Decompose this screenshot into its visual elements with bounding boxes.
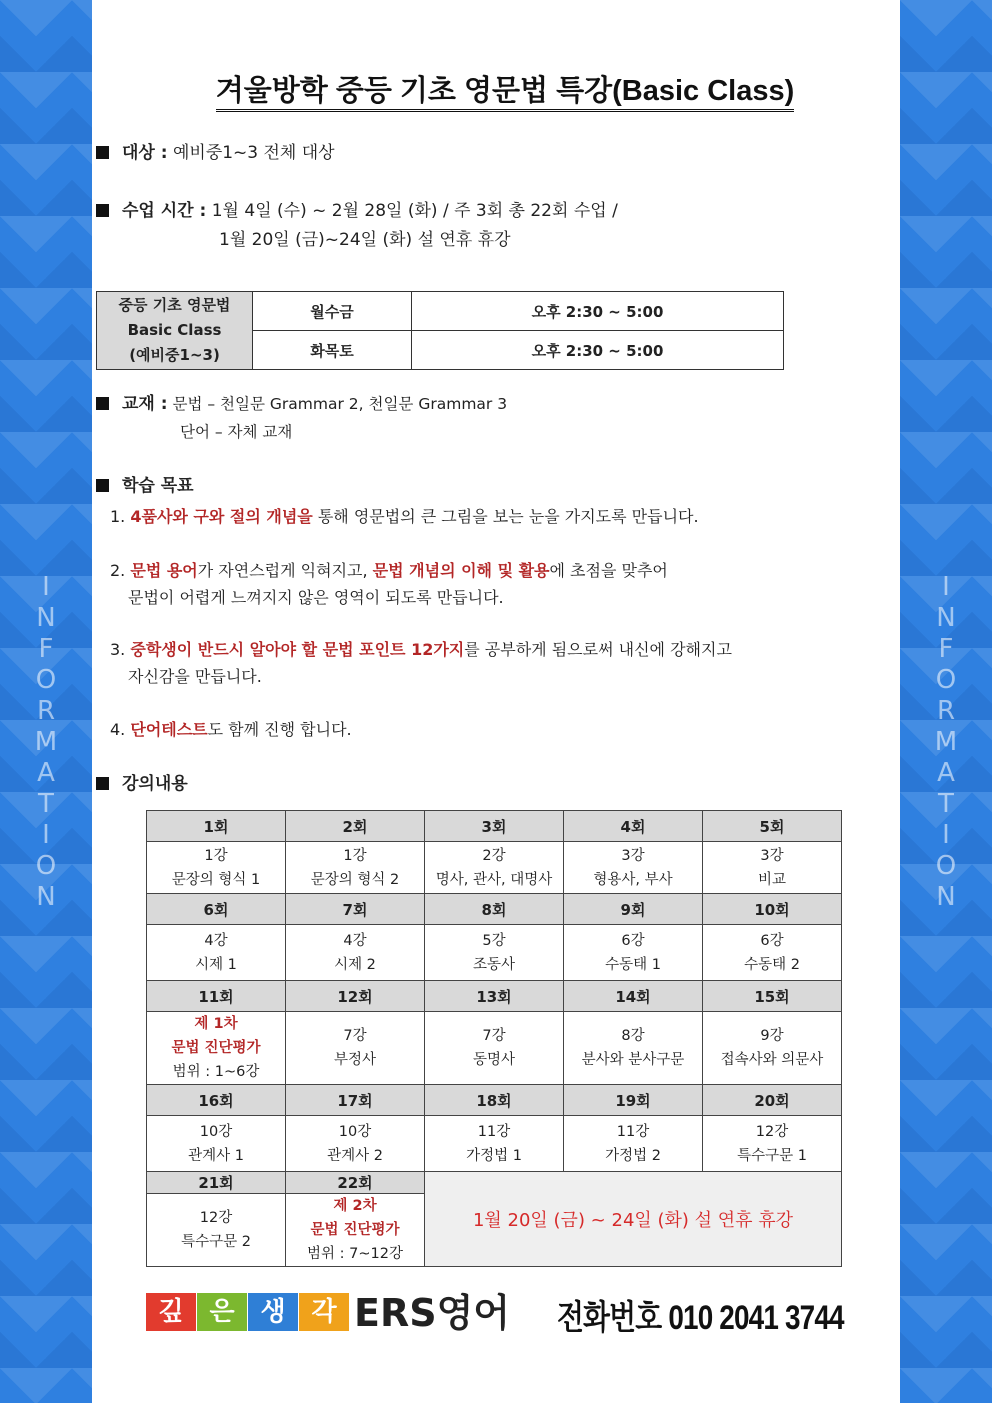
- lecture-cell: 4강 시제 2: [286, 925, 425, 981]
- goals-heading: 학습 목표: [96, 472, 194, 501]
- goal-item: 2. 문법 용어가 자연스럽게 익혀지고, 문법 개념의 이해 및 활용에 초점을 맞추어 문법이 어렵게 느껴지지 않은 영역이 되도록 만듭니다.: [110, 561, 668, 607]
- goal-item: 3. 중학생이 반드시 알아야 할 문법 포인트 12가지를 공부하게 됨으로써 내신에 강해지고 자신감을 만듭니다.: [110, 640, 732, 686]
- session-header: 11회: [147, 981, 286, 1012]
- session-header: 21회: [147, 1172, 286, 1194]
- time-cell: 오후 2:30 ~ 5:00: [412, 292, 784, 331]
- lecture-cell: 10강 관계사 1: [147, 1116, 286, 1172]
- session-header: 4회: [564, 811, 703, 842]
- lecture-cell: 12강 특수구문 1: [703, 1116, 842, 1172]
- lecture-cell: 3강 비교: [703, 842, 842, 894]
- square-bullet-icon: [96, 777, 109, 790]
- lecture-cell: 5강 조동사: [425, 925, 564, 981]
- session-header: 3회: [425, 811, 564, 842]
- session-header: 18회: [425, 1085, 564, 1116]
- session-header: 9회: [564, 894, 703, 925]
- session-header: 2회: [286, 811, 425, 842]
- lecture-cell: 6강 수동태 2: [703, 925, 842, 981]
- square-bullet-icon: [96, 146, 109, 159]
- side-label: I N F O R M A T I O N: [34, 572, 58, 912]
- lecture-cell: 6강 수동태 1: [564, 925, 703, 981]
- session-header: 5회: [703, 811, 842, 842]
- lecture-table: [146, 810, 842, 1267]
- square-bullet-icon: [96, 397, 109, 410]
- session-header: 13회: [425, 981, 564, 1012]
- test-cell: 제 2차 문법 진단평가 범위 : 7~12강: [286, 1194, 425, 1267]
- time-cell: 오후 2:30 ~ 5:00: [412, 331, 784, 370]
- session-header: 7회: [286, 894, 425, 925]
- lectures-heading: 강의내용: [96, 770, 188, 799]
- lecture-cell: 10강 관계사 2: [286, 1116, 425, 1172]
- session-header: 19회: [564, 1085, 703, 1116]
- lecture-cell: 8강 분사와 분사구문: [564, 1012, 703, 1085]
- session-header: 1회: [147, 811, 286, 842]
- days-cell: 월수금: [253, 292, 412, 331]
- logo-char: 생: [248, 1293, 298, 1331]
- brand-logo: [146, 1293, 510, 1333]
- lecture-cell: 3강 형용사, 부사: [564, 842, 703, 894]
- lecture-cell: 12강 특수구문 2: [147, 1194, 286, 1267]
- lecture-cell: 11강 가정법 2: [564, 1116, 703, 1172]
- square-bullet-icon: [96, 204, 109, 217]
- session-header: 20회: [703, 1085, 842, 1116]
- right-side-banner: [900, 0, 992, 1403]
- class-name-cell: 중등 기초 영문법 Basic Class (예비중1~3): [97, 292, 253, 370]
- days-cell: 화목토: [253, 331, 412, 370]
- left-side-banner: [0, 0, 92, 1403]
- logo-char: 각: [299, 1293, 349, 1331]
- lecture-cell: 2강 명사, 관사, 대명사: [425, 842, 564, 894]
- session-header: 14회: [564, 981, 703, 1012]
- session-header: 15회: [703, 981, 842, 1012]
- session-header: 12회: [286, 981, 425, 1012]
- textbook-section: 교재 : 문법 – 천일문 Grammar 2, 천일문 Grammar 3 단어 – 자체 교재: [96, 390, 507, 446]
- holiday-notice: 1월 20일 (금) ~ 24일 (화) 설 연휴 휴강: [425, 1172, 842, 1267]
- square-bullet-icon: [96, 479, 109, 492]
- lecture-cell: 1강 문장의 형식 1: [147, 842, 286, 894]
- goal-item: 4. 단어테스트도 함께 진행 합니다.: [110, 720, 352, 739]
- phone-number: 전화번호 010 2041 3744: [557, 1299, 844, 1337]
- goal-item: 1. 4품사와 구와 절의 개념을 통해 영문법의 큰 그림을 보는 눈을 가지도록 만듭니다.: [110, 507, 699, 526]
- session-header: 17회: [286, 1085, 425, 1116]
- schedule-table: [96, 291, 784, 370]
- session-header: 8회: [425, 894, 564, 925]
- logo-char: 은: [197, 1293, 247, 1331]
- page-title: 겨울방학 중등 기초 영문법 특강(Basic Class): [150, 68, 860, 109]
- target-section: 대상 : 예비중1~3 전체 대상: [96, 139, 335, 168]
- side-label: I N F O R M A T I O N: [934, 572, 958, 912]
- logo-char: 깊: [146, 1293, 196, 1331]
- lecture-cell: 9강 접속사와 의문사: [703, 1012, 842, 1085]
- lecture-cell: 1강 문장의 형식 2: [286, 842, 425, 894]
- lecture-cell: 11강 가정법 1: [425, 1116, 564, 1172]
- session-header: 16회: [147, 1085, 286, 1116]
- lecture-cell: 4강 시제 1: [147, 925, 286, 981]
- brand-name: ERS영어: [354, 1291, 511, 1335]
- lecture-cell: 7강 부정사: [286, 1012, 425, 1085]
- test-cell: 제 1차 문법 진단평가 범위 : 1~6강: [147, 1012, 286, 1085]
- session-header: 22회: [286, 1172, 425, 1194]
- session-header: 10회: [703, 894, 842, 925]
- session-header: 6회: [147, 894, 286, 925]
- class-time-section: 수업 시간 : 1월 4일 (수) ~ 2월 28일 (화) / 주 3회 총 22회 수업 / 1월 20일 (금)~24일 (화) 설 연휴 휴강: [96, 197, 618, 255]
- lecture-cell: 7강 동명사: [425, 1012, 564, 1085]
